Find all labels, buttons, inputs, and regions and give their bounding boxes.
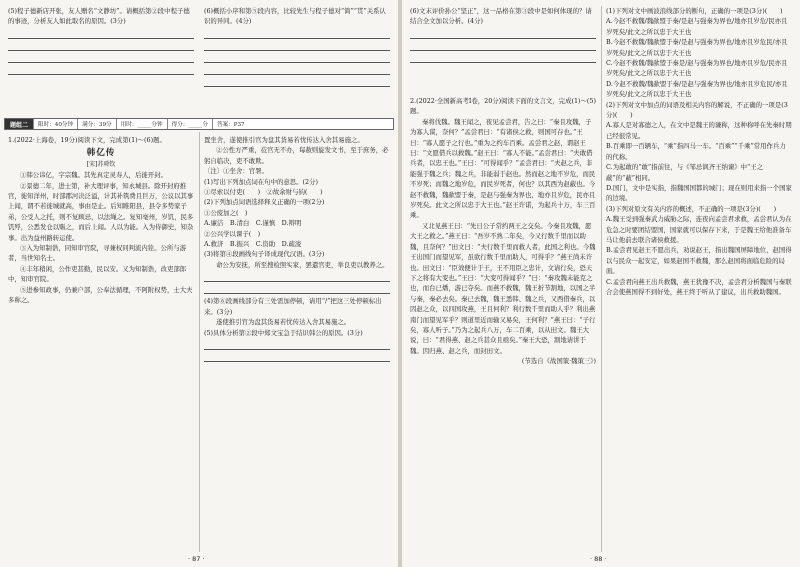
- answer-line[interactable]: [204, 53, 390, 63]
- answer-line[interactable]: [204, 65, 390, 75]
- answer-line[interactable]: [410, 41, 596, 51]
- option-row[interactable]: D.国门，文中是实指，指魏国国都的城门；现在则用来指一个国家的边境。: [606, 183, 792, 203]
- passage-paragraph: ④丰年稍闲，公作吏甚勤，民以安。又为知制诰，改吏部郎中，知审官院。: [8, 264, 187, 284]
- full-score: 满分：39分: [77, 119, 116, 129]
- answer-line[interactable]: [8, 65, 194, 75]
- left-col2-top: [204, 6, 390, 89]
- option-row[interactable]: C.为起敢的“敢”指前往，与《邹忌讽齐王纳谏》中“王之蔽”的“蔽”相同。: [606, 163, 764, 182]
- answer-line[interactable]: [204, 29, 390, 39]
- option-row[interactable]: B.百乘即一百辆车，“乘”指四马一车。“百乘”“千乘”常用作兵力的代称。: [606, 142, 786, 161]
- left-page: [0, 0, 398, 567]
- answer-line[interactable]: [204, 77, 390, 87]
- page-number: · 88 ·: [590, 555, 607, 563]
- answer-line[interactable]: [204, 352, 390, 362]
- question-intro: 2.(2022·全国新高考Ⅰ卷，20分)阅读下面的文言文，完成(1)～(5)题。: [410, 97, 596, 116]
- answer-line[interactable]: [204, 340, 390, 350]
- passage-paragraph: 秦将伐魏。魏王闻之，夜见孟尝君，告之曰：“秦且攻魏，子为寡人谋，奈何？”孟尝君曰：“有诸侯之救，则国可存也。”王曰：“寡人愿子之行也。”重为之约车百乘。孟尝君之赵，谓赵王曰：“文愿借兵以救魏。”赵王曰：“寡人不能。”孟尝君曰：“夫敢借兵者，以忠王也。”王曰：“可得闻乎？”孟尝君曰：“夫赵之兵，非能强于魏之兵；魏之兵，非能弱于赵也。然而赵之地不岁危，而民不岁死；而魏之地岁危，而民岁死者，何也？以其西为赵蔽也。今赵不救魏，魏歃盟于秦，是赵与强秦为界也，地亦且岁危，民亦且岁死矣。此文之所以忠于大王也。”赵王许诺，为起兵十万，车三百乘。: [410, 117, 596, 220]
- column-divider: [601, 6, 602, 552]
- option-row[interactable]: B.今赵不救魏/魏歃盟于秦/是赵与强秦为界也/地亦且岁危民/亦且岁死矣/此文之所以忠于大王也: [606, 38, 788, 57]
- question-intro: 1.(2022·上海卷，19分)阅读下文，完成第(1)～(6)题。: [8, 136, 166, 144]
- time-limit: 限时：40分钟: [33, 119, 77, 129]
- page-number: · 87 ·: [188, 555, 205, 563]
- option-row[interactable]: A.寡人是对寡德之人，在文中是魏王的谦称，这种称呼在先秦时期已经很常见。: [606, 121, 792, 140]
- score-got: 得分：_____分: [167, 119, 212, 129]
- answer-line[interactable]: [410, 53, 596, 63]
- question-text: ②公兴学以课子( ): [204, 229, 261, 238]
- option-row[interactable]: C.孟尝君向燕王出兵救魏，燕王犹豫不决，孟尝君分析魏国与秦联合会使燕国得不到好处，燕王终于听从了建议，出兵救助魏国。: [606, 277, 792, 296]
- right-page: [402, 0, 800, 567]
- option-row[interactable]: A.廉洁 B.清白 C.谨慎 D.辩明: [204, 219, 302, 228]
- passage-title: 韩亿传: [86, 148, 116, 159]
- question-text: (5)具体分析第②段中郑文宝急于结识韩公的原因。(3分): [204, 328, 363, 337]
- option-row[interactable]: A.救济 B.振兴 C.资助 D.疏浚: [204, 240, 302, 249]
- passage-paragraph: ③入为知制诰，同知审官院，寻兼权同判流内铨。公所与游者，当世知名士。: [8, 244, 187, 263]
- answer-line[interactable]: [204, 272, 390, 282]
- question-text: (3)下列对原文有关内容的概述，不正确的一项是(3分)( ): [606, 204, 777, 213]
- question-text: ①尽索以付吏( ) ②故余财与钧( ): [204, 188, 323, 197]
- option-row[interactable]: D.今赵不救魏/魏歃盟于秦/是赵与强秦为界也/地亦且岁危民/亦且岁死矣/此文之所以忠于大王也: [606, 79, 788, 99]
- question-text: (3)将第④段画线句子译成现代汉语。(3分): [204, 250, 325, 259]
- question-text: (1)下列对文中画波浪线部分的断句，正确的一项是(3分)( ): [606, 7, 783, 15]
- passage-author: [宋]苏舜钦: [86, 160, 116, 168]
- option-row[interactable]: A.今赵不救魏/魏歃盟于秦/是赵与强秦为界也/地亦且岁危/民亦且岁死矣/此文之所以忠于大王也: [606, 17, 788, 36]
- passage-paragraph: ①韩公讳亿，字宗魏。其先真定灵寿人，后徙开封。: [20, 171, 167, 180]
- answer-line[interactable]: [410, 29, 596, 39]
- passage-paragraph: ②公性方严重，莅官无不办，每赦则旋发文书，至于庶务，必躬自临决，吏不敢欺。: [204, 146, 389, 165]
- question-bank-header: [4, 118, 394, 130]
- right-col1-top: [410, 6, 596, 65]
- right-col1-body: [410, 96, 596, 367]
- question-text: (2)下列加点词语选择释义正确的一项(2分): [204, 198, 325, 207]
- group-tag: 题组二: [5, 119, 33, 129]
- left-col2-body: [204, 135, 390, 364]
- passage-citation: (节选自《战国策·魏策三》): [521, 357, 596, 366]
- answer-line[interactable]: [8, 41, 194, 51]
- answer-line[interactable]: [8, 29, 194, 39]
- column-divider: [199, 132, 200, 552]
- option-row[interactable]: C.今赵不救魏/魏歃盟于秦是/赵与强秦为界也/地亦且岁危/民亦且岁死矣/此文之所以忠于大王也: [606, 59, 788, 78]
- left-col1-top: [8, 6, 194, 77]
- passage-note: 〔注〕①坐舍：官署。: [204, 167, 268, 176]
- answer-line[interactable]: [204, 41, 390, 51]
- passage-paragraph: ②景德二年，进士第，补大理评事，知永城县。除开封府推官，徙知洋州，时部郡河决泛溢，计其补筑费且巨万，公议以其事上闻，谓不若徙城就高，事由是止。后知睢阳县，县令多势家子弟，公受人之托，则不复顾忌，以法绳之。复知亳州，岁饥，民多饥殍，公悉发仓以赈之，而后上闻。人以为能。入为侍御史，知杂事。出为益州路转运使。: [8, 181, 194, 242]
- time-used: 用时：_____分钟: [116, 119, 167, 129]
- question-text: (1)写出下列加点词在句中的意思。(2分): [204, 177, 318, 186]
- passage-paragraph: 又北见燕王曰：“先日公子常约两王之交矣。今秦且攻魏，愿大王之救之。”燕王曰：“吾岁不熟二年矣，今又行数千里而以助魏，且奈何？”田文曰：“夫行数千里而救人者，此国之利也。今魏王出国门而望见军，虽欲行数千里而助人，可得乎？”燕王尚未许也。田文曰：“臣效便计于王，王不用臣之忠计，文请行矣，恐天下之将有大变也。”王曰：“大变可得闻乎？”曰：“秦攻魏未能克之也，而台已燔，游已夺矣。而燕不救魏，魏王折节割地，以国之半与秦，秦必去矣。秦已去魏，魏王悉韩、魏之兵，又西借秦兵，以因赵之众，以四国攻燕，王且何利？利行数千里而助人乎？利出燕南门而望见军乎？则道里近而输又易矣，王何利？”燕王曰：“子行矣，寡人听子。”乃为之起兵八万，车二百乘，以从田文。魏王大说，曰：“君得燕、赵之兵甚众且亟矣。”秦王大恐，割地请讲于魏。因归燕、赵之兵，而封田文。: [410, 221, 596, 355]
- question-text: (4)第⑥段画线部分有三处需加停顿，请用“/”把这三处停顿标出来。(3分): [204, 297, 382, 316]
- answer-line[interactable]: [204, 284, 390, 294]
- quoted-sentence: 遂使推引官为盘其货易若忧传达入舍其易施之。: [216, 318, 351, 327]
- left-col1-body: [8, 135, 194, 306]
- answer-line[interactable]: [8, 53, 194, 63]
- question-text: (6)文末评价孙公“坚正”，这一品格在第③段中是如何体现的？请结合全文加以分析。(4分): [410, 7, 592, 26]
- option-row[interactable]: A.魏王受到强秦武力威胁之际，连夜向孟尝君求救，孟尝君认为在危急之时要团结盟国，国家就可以保存下来，于是魏王给他准备车马让他前去联合诸侯救援。: [606, 215, 792, 244]
- question-text: (2)下列对文中加点的词语及相关内容的解说，不正确的一项是(3分)( ): [606, 100, 788, 120]
- question-text: (6)概括小序和第⑤段内容，比较先生与程子德对“简”“贯”关系认识的异同。(4分): [204, 7, 386, 26]
- right-col2-body: [606, 6, 792, 297]
- passage-paragraph: 置坐舍，遂使推引官为盘其货易若忧传达入舍其易施之。: [204, 136, 364, 144]
- option-row[interactable]: B.孟尝君见赵王不愿出兵，劝说赵王，指出魏国屏障地位，赵国得以与民众一起安定，如果赵国不救魏，那么赵国将面临危险的局面。: [606, 246, 792, 276]
- passage-paragraph: ⑤进参知政事，仍兼户部，公奉法循理，不阿附权势，士大夫多称之。: [8, 285, 193, 305]
- quoted-sentence: 命公为安抚，所至搜检照实家，罢遣官吏，举良吏以教养之。: [216, 260, 389, 269]
- answer-ref: 答案：P37: [212, 119, 249, 129]
- question-text: ①公废加之( ): [204, 208, 248, 217]
- question-text: (5)程子德新店开张，友人赠名“文静坊”。请概括第②段中程子德的事迹，分析友人如此取名的原因。(3分): [8, 7, 190, 26]
